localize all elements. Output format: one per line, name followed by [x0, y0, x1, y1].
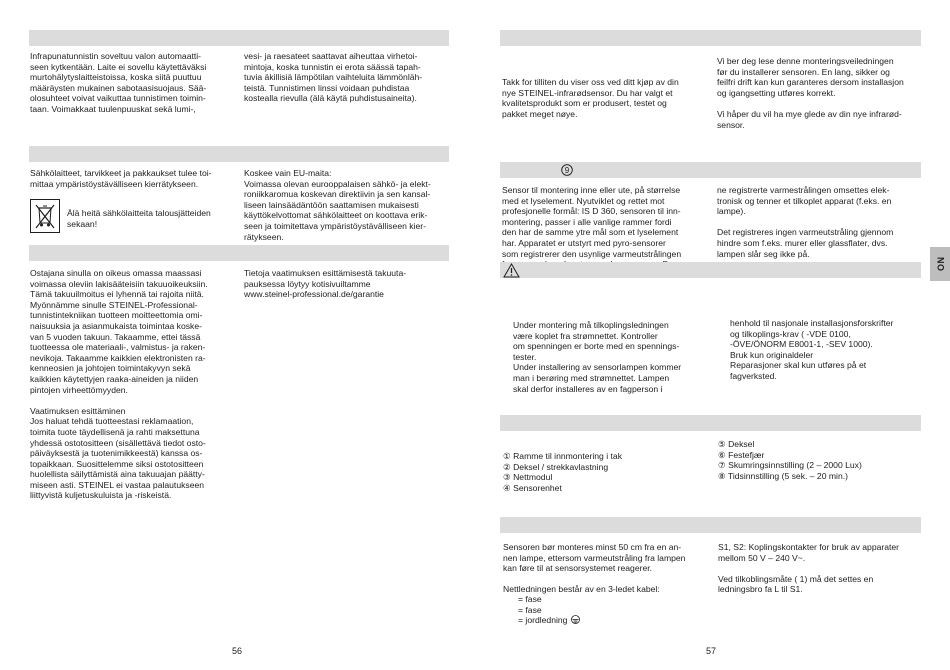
cable-conductor-label: = jordledning	[518, 615, 568, 626]
weee-notice-text: Älä heitä sähkölaitteita talousjätteiden sekaan!	[67, 208, 211, 229]
page-number-left: 56	[232, 646, 243, 656]
component-item: ④ Sensorenhet	[503, 482, 562, 493]
language-tab-label: NO	[935, 256, 946, 272]
component-item: ② Deksel / strekkavlastning	[503, 461, 609, 472]
cable-conductor-list	[518, 594, 708, 626]
component-item: ⑧ Tidsinnstilling (5 sek. – 20 min.)	[718, 470, 848, 481]
sec2-col2-text: Koskee vain EU-maita: Voimassa olevan eurooppalaisen sähkö- ja elekt- roniikkaromua koskevan direktiivin ja sen kansal- liseen lainsäädäntöön saattamisen mukaisesti käyttökelvottomat sähkölaitteet on koottava erik- seen ja toimitettava ympäristöystävälliseen kier- rätykseen.	[244, 168, 431, 242]
component-item: ① Ramme til innmontering i tak	[503, 451, 622, 461]
page-number-right: 57	[706, 646, 717, 656]
safety-col1-text: Under montering må tilkoplingsledningen være koplet fra strømnettet. Kontroller om spenningen er borte med en spennings- tester. Under installering av sensorlampen kommer man i berøring med strømnettet. Lampen skal derfor installeres av en fagperson i	[513, 320, 682, 394]
safety-col2-text: henhold til nasjonale installasjonsforskrifter og tilkoplings-krav ( -VDE 0100, -ÖVE/ÖNORM E8001-1, -SEV 1000). Bruk kun originaldeler Reparasjoner skal kun utføres på et fagverksted.	[730, 318, 894, 381]
earth-ground-icon	[570, 615, 581, 624]
intro-col1-text: Takk for tilliten du viser oss ved ditt kjøp av din nye STEINEL-infrarødsensor. Du har valgt et kvalitetsprodukt som er produsert, testet og pakket meget nøye.	[502, 77, 679, 119]
section-header-bar-components	[500, 415, 921, 431]
cable-conductor-item: = fase	[518, 604, 542, 615]
cable-conductor-item: = fase	[518, 594, 542, 604]
component-item: ⑤ Deksel	[718, 439, 755, 449]
sec1-col2-text: vesi- ja raesateet saattavat aiheuttaa virhetoi- mintoja, koska tunnistin ei erota säässä tapah- tuvia äkillisiä lämpötilan vaihteluita lämmönläh- teistä. Tunnistimen linssi voidaan puhdistaa kostealla rievulla (älä käytä puhdistusaineita).	[244, 51, 423, 104]
crossed-out-bin-icon	[30, 199, 60, 233]
sec3-col2-text: Tietoja vaatimuksen esittämisestä takuuta- pauksessa löytyy kotisivuiltamme www.steinel-professional.de/garantie	[244, 268, 407, 300]
cable-conductor-item	[518, 615, 708, 626]
section-header-bar-installation	[500, 517, 921, 533]
section-header-bar-1	[29, 30, 449, 46]
section-header-bar-3	[29, 245, 449, 261]
principle-col1-text: Sensor til montering inne eller ute, på størrelse med et lyselement. Nyutviklet og rettet mot profesjonelle formål: IS D 360, sensoren til inn- montering, passer i alle vanlige rammer fordi den har de samme ytre mål som et lyselement har. Apparatet er utstyrt med pyro-sensorer som registrerer den usynlige varmeutstrålingen	[502, 185, 682, 259]
components-list-right	[718, 439, 928, 481]
section-header-bar-2	[29, 146, 449, 162]
component-item: ⑥ Festefjær	[718, 449, 765, 460]
component-item: ③ Nettmodul	[503, 472, 553, 483]
installation-col2-text: S1, S2: Koplingskontakter for bruk av apparater mellom 50 V – 240 V~. Ved tilkoblingsmåte ( 1) må det settes en ledningsbro fa L til S1.	[718, 542, 900, 595]
sec3-col1-text: Ostajana sinulla on oikeus omassa maassasi voimassa oleviin lakisääteisiin takuuoikeuksiin. Tämä takuuilmoitus ei lyhennä tai rajoita niitä. Myönnämme sinulle STEINEL-Professional- tunnistintekniikan tuotteen moitteettomia omi- naisuuksia ja asianmukaista toimintaa koske- van 5 vuoden takuun. Takaamme, ettei tässä tuotteessa ole materiaali-, valmistus- ja raken- nevikoja. Takaamme kaikkien elektronisten ra- kenneosien ja johtojen toimintakyvyn sekä kaikkien käytettyjen raaka-aineiden ja niiden pintojen virheettömyyden. Vaatimuksen esittäminen Jos haluat tehdä tuotteestasi reklamaation, toimita tuote täydellisenä ja rahti maksettuna yhdessä ostotositteen (sisällettävä tiedot osto- päiväyksestä ja tuotenimikkeestä) kanssa os- topaikkaan. Suosittelemme siksi ostotositteen huolellista säilyttämistä aina takuuajan päätty- miseen asti. STEINEL ei vastaa palautukseen liittyvistä kuljetuskuluista ja -riskeistä.	[30, 268, 208, 501]
installation-col1-text: Sensoren bør monteres minst 50 cm fra en an- nen lampe, ettersom varmeutstråling fra lampen kan føre til at sensorsystemet reagerer. Nettledningen består av en 3-ledet kabel:	[503, 542, 686, 595]
component-item: ⑦ Skumringsinnstilling (2 – 2000 Lux)	[718, 460, 862, 471]
intro-col2-text: Vi ber deg lese denne monteringsveiledningen før du installerer sensoren. En lang, sikker og feilfri drift kan kun garanteres dersom installasjon og igangsetting utføres korrekt. Vi håper du vil ha mye glede av din nye infrarød- sensor.	[717, 56, 904, 130]
section-header-bar-intro	[500, 30, 921, 46]
warning-triangle-icon	[503, 263, 520, 278]
language-tab	[930, 247, 950, 281]
principle-col2-text: ne registrerte varmestrålingen omsettes elek- tronisk og tenner et tilkoplet apparat (f.eks. en lampe). Det registreres ingen varmeutstråling gjennom hindre som f.eks. murer eller glassflater, dvs. lampen slår seg ikke på.	[717, 185, 894, 259]
components-list-left	[503, 451, 713, 493]
circled-number-icon	[561, 164, 573, 176]
sec2-col1-text: Sähkölaitteet, tarvikkeet ja pakkaukset tulee toi- mittaa ympäristöystävälliseen kierrätykseen.	[30, 168, 212, 189]
sec1-col1-text: Infrapunatunnistin soveltuu valon automaatti- seen kytkentään. Laite ei sovellu käytettäväksi murtohälytyslaitteistoissa, koska siitä puuttuu määräysten mukainen sabotaasisuojaus. Sää- olosuhteet voivat vaikuttaa tunnistimen toimin- taan. Voimakkaat tuulenpuuskat sekä lumi-,	[30, 51, 207, 114]
section-header-bar-safety	[500, 262, 921, 278]
circled-number-text: 9	[564, 165, 570, 175]
